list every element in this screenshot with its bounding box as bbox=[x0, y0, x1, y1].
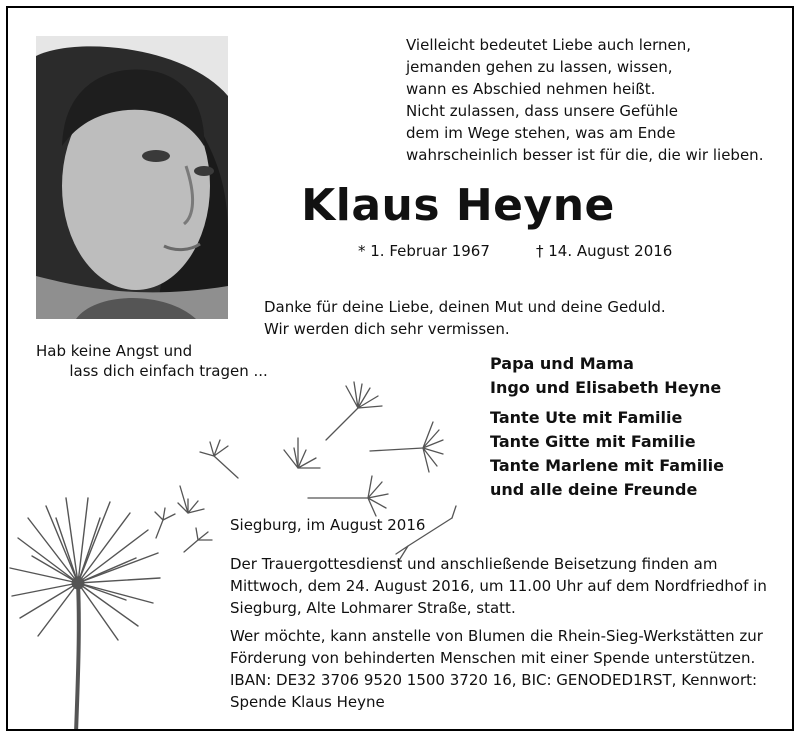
donation-line: IBAN: DE32 3706 9520 1500 3720 16, BIC: GENODED1RST, Kennwort: bbox=[230, 671, 758, 689]
thanks-line: Danke für deine Liebe, deinen Mut und deine Geduld. bbox=[264, 298, 666, 316]
place-and-date: Siegburg, im August 2016 bbox=[230, 516, 426, 534]
deceased-name: Klaus Heyne bbox=[301, 180, 615, 231]
service-line: Mittwoch, dem 24. August 2016, um 11.00 Uhr auf dem Nordfriedhof in bbox=[230, 577, 767, 595]
poem-line: wahrscheinlich besser ist für die, die wir lieben. bbox=[406, 146, 764, 164]
mourner-line: Tante Gitte mit Familie bbox=[490, 432, 696, 451]
mourner-line: und alle deine Freunde bbox=[490, 480, 698, 499]
donation-line: Förderung von behinderten Menschen mit einer Spende unterstützen. bbox=[230, 649, 756, 667]
portrait-photo bbox=[36, 36, 228, 319]
thanks-text bbox=[264, 296, 666, 340]
poem-line: dem im Wege stehen, was am Ende bbox=[406, 124, 676, 142]
donation-line: Wer möchte, kann anstelle von Blumen die Rhein-Sieg-Werkstätten zur bbox=[230, 627, 763, 645]
mourners-list bbox=[490, 352, 724, 502]
obituary-card bbox=[6, 6, 794, 731]
birth-date: * 1. Februar 1967 bbox=[358, 242, 490, 260]
mourner-line: Ingo und Elisabeth Heyne bbox=[490, 378, 722, 397]
funeral-service-info bbox=[230, 553, 767, 619]
donation-info bbox=[230, 625, 763, 713]
donation-line: Spende Klaus Heyne bbox=[230, 693, 385, 711]
service-line: Siegburg, Alte Lohmarer Straße, statt. bbox=[230, 599, 516, 617]
poem-line: Nicht zulassen, dass unsere Gefühle bbox=[406, 102, 678, 120]
poem-line: Vielleicht bedeutet Liebe auch lernen, bbox=[406, 36, 692, 54]
poem-line: wann es Abschied nehmen heißt. bbox=[406, 80, 656, 98]
poem bbox=[406, 34, 763, 166]
death-date: † 14. August 2016 bbox=[536, 242, 673, 260]
service-line: Der Trauergottesdienst und anschließende Beisetzung finden am bbox=[230, 555, 718, 573]
quote-line: Hab keine Angst und bbox=[36, 342, 193, 360]
poem-line: jemanden gehen zu lassen, wissen, bbox=[406, 58, 673, 76]
quote-line: lass dich einfach tragen ... bbox=[36, 362, 268, 380]
thanks-line: Wir werden dich sehr vermissen. bbox=[264, 320, 510, 338]
mourner-line: Tante Ute mit Familie bbox=[490, 408, 683, 427]
mourner-line: Tante Marlene mit Familie bbox=[490, 456, 725, 475]
mourner-line: Papa und Mama bbox=[490, 354, 634, 373]
